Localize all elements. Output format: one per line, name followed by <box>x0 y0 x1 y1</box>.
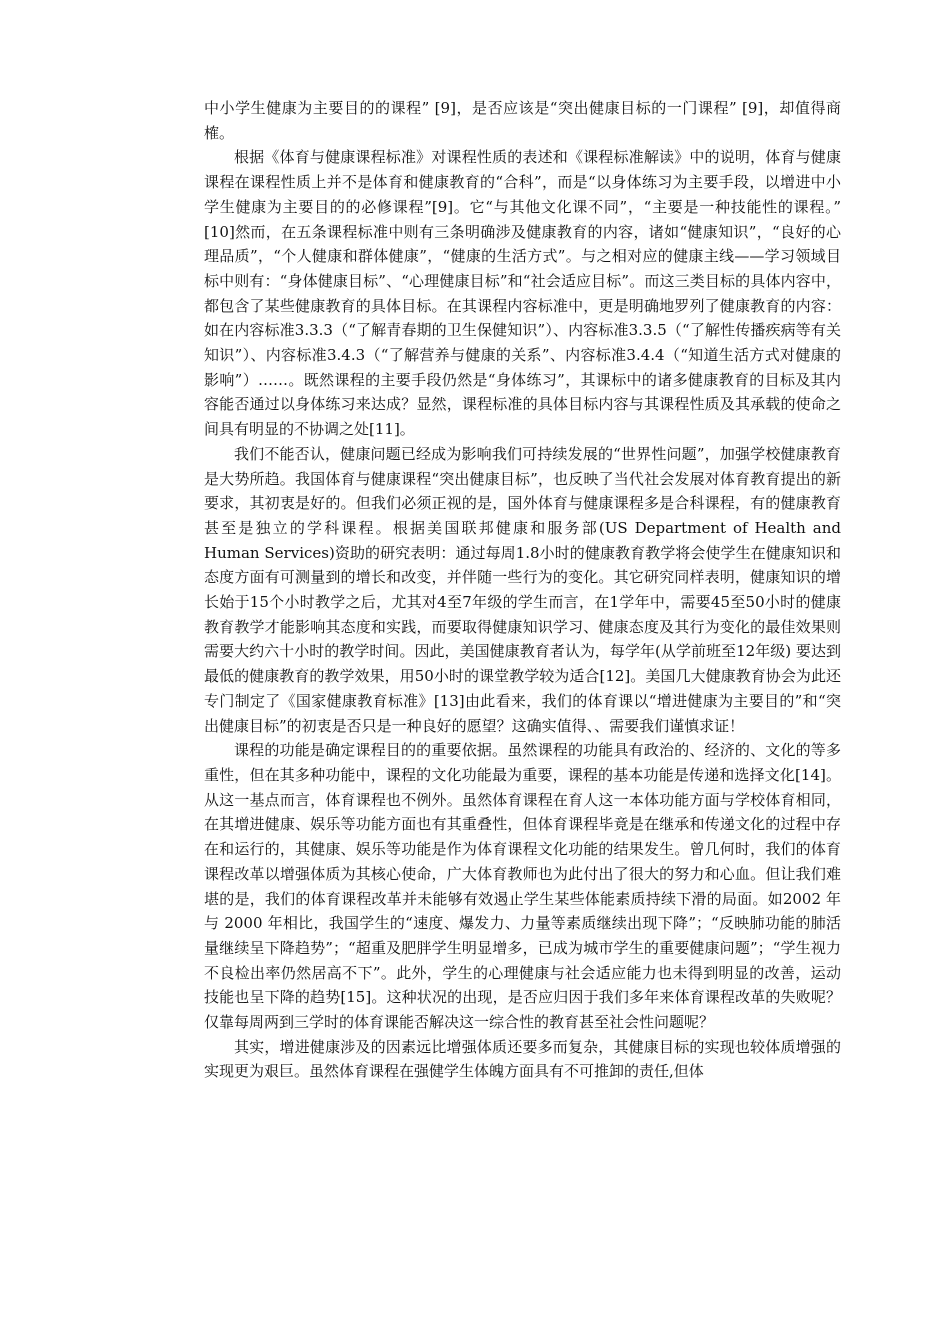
paragraph-5: 其实，增进健康涉及的因素远比增强体质还要多而复杂，其健康目标的实现也较体质增强的实现更为艰巨。虽然体育课程在强健学生体魄方面具有不可推卸的责任,但体 <box>204 1037 841 1081</box>
paragraph-2: 根据《体育与健康课程标准》对课程性质的表述和《课程标准解读》中的说明，体育与健康课程在课程性质上并不是体育和健康教育的“合科”，而是“以身体练习为主要手段，以增进中小学生健康为主要目的的必修课程”[9]。它“与其他文化课不同”，“主要是一种技能性的课程。” [10]然而，在五条课程标准中则有三条明确涉及健康教育的内容，诸如“健康知识”，“良好的心理品质”，“个人健康和群体健康”，“健康的生活方式”。与之相对应的健康主线——学习领域目标中则有：“身体健康目标”、“心理健康目标”和“社会适应目标”。而这三类目标的具体内容中，都包含了某些健康教育的具体目标。在其课程内容标准中，更是明确地罗列了健康教育的内容：如在内容标准3.3.3（“了解青春期的卫生保健知识”）、内容标准3.3.5（“了解性传播疾病等有关知识”）、内容标准3.4.3（“了解营养与健康的关系”、内容标准3.4.4（“知道生活方式对健康的影响”）……。既然课程的主要手段仍然是“身体练习”，其课标中的诸多健康教育的目标及其内容能否通过以身体练习来达成？显然，课程标准的具体目标内容与其课程性质及其承载的使命之间具有明显的不协调之处[11]。 <box>204 148 841 439</box>
document-body <box>204 96 841 1084</box>
paragraph-3: 我们不能否认，健康问题已经成为影响我们可持续发展的“世界性问题”，加强学校健康教育是大势所趋。我国体育与健康课程“突出健康目标”，也反映了当代社会发展对体育教育提出的新要求，其初衷是好的。但我们必须正视的是，国外体育与健康课程多是合科课程，有的健康教育甚至是独立的学科课程。根据美国联邦健康和服务部(US Department of Health and Human Services)资助的研究表明：通过每周1.8小时的健康教育教学将会使学生在健康知识和态度方面有可测量到的增长和改变，并伴随一些行为的变化。其它研究同样表明，健康知识的增长始于15个小时教学之后，尤其对4至7年级的学生而言，在1学年中，需要45至50小时的健康教育教学才能影响其态度和实践，而要取得健康知识学习、健康态度及其行为变化的最佳效果则需要大约六十小时的教学时间。因此，美国健康教育者认为，每学年(从学前班至12年级) 要达到最低的健康教育的教学效果，用50小时的课堂教学较为适合[12]。美国几大健康教育协会为此还专门制定了《国家健康教育标准》[13]由此看来，我们的体育课以“增进健康为主要目的”和“突出健康目标”的初衷是否只是一种良好的愿望？这确实值得、、需要我们谨慎求证！ <box>204 444 841 735</box>
paragraph-1: 中小学生健康为主要目的的课程” [9]，是否应该是“突出健康目标的一门课程” [9]，却值得商榷。 <box>204 99 841 142</box>
paragraph-4: 课程的功能是确定课程目的的重要依据。虽然课程的功能具有政治的、经济的、文化的等多重性，但在其多种功能中，课程的文化功能最为重要，课程的基本功能是传递和选择文化[14]。从这一基点而言，体育课程也不例外。虽然体育课程在育人这一本体功能方面与学校体育相同，在其增进健康、娱乐等功能方面也有其重叠性，但体育课程毕竟是在继承和传递文化的过程中存在和运行的，其健康、娱乐等功能是作为体育课程文化功能的结果发生。曾几何时，我们的体育课程改革以增强体质为其核心使命，广大体育教师也为此付出了很大的努力和心血。但让我们难堪的是，我们的体育课程改革并未能够有效遏止学生某些体能素质持续下滑的局面。如2002 年与 2000 年相比，我国学生的“速度、爆发力、力量等素质继续出现下降”；“反映肺功能的肺活量继续呈下降趋势”；“超重及肥胖学生明显增多，已成为城市学生的重要健康问题”；“学生视力不良检出率仍然居高不下”。此外，学生的心理健康与社会适应能力也未得到明显的改善，运动技能也呈下降的趋势[15]。这种状况的出现，是否应归因于我们多年来体育课程改革的失败呢？仅靠每周两到三学时的体育课能否解决这一综合性的教育甚至社会性问题呢？ <box>204 741 841 1032</box>
